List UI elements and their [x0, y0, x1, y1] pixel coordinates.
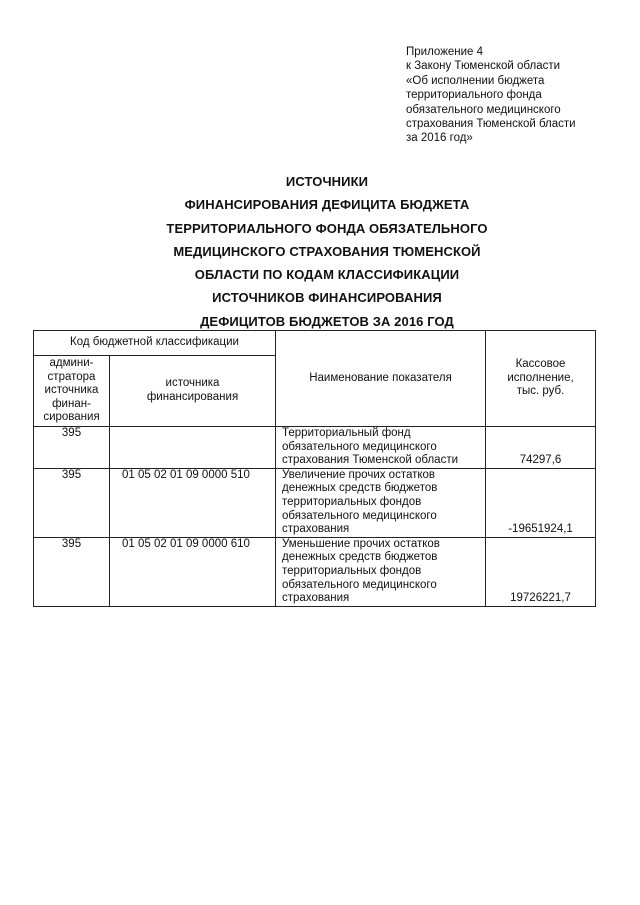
name-line: денежных средств бюджетов	[282, 551, 438, 564]
name-line: страхования Тюменской области	[282, 454, 459, 467]
header-line: финан-	[52, 397, 91, 410]
name-line: Территориальный фонд	[282, 427, 411, 439]
appendix-line: страхования Тюменской бласти	[406, 118, 576, 131]
header-financing-source	[110, 356, 276, 427]
header-cash-execution	[486, 331, 596, 427]
name-line: территориальных фондов	[282, 564, 422, 577]
header-line: источника	[165, 377, 220, 390]
appendix-line: территориального фонда	[406, 89, 542, 102]
appendix-line: за 2016 год»	[406, 132, 473, 145]
name-line: обязательного медицинского	[282, 509, 437, 522]
indicator-name-cell	[276, 468, 486, 537]
admin-code-cell: 395	[34, 427, 110, 469]
title-line: ИСТОЧНИКИ	[285, 174, 369, 189]
admin-code-cell: 395	[34, 468, 110, 537]
name-line: обязательного медицинского	[282, 578, 437, 591]
name-line: территориальных фондов	[282, 495, 422, 508]
amount-cell: 74297,6	[486, 427, 596, 469]
source-code-cell: 01 05 02 01 09 0000 610	[110, 537, 276, 606]
title-line: ИСТОЧНИКОВ ФИНАНСИРОВАНИЯ	[212, 290, 442, 306]
amount-cell: 19726221,7	[486, 537, 596, 606]
header-line: сирования	[43, 411, 100, 424]
table-row	[34, 468, 596, 537]
header-line: источника	[44, 384, 99, 397]
appendix-line: Приложение 4	[406, 46, 484, 58]
name-line: Увеличение прочих остатков	[282, 468, 436, 481]
header-line: финансирования	[146, 391, 239, 403]
table-row	[34, 537, 596, 606]
header-line: стратора	[47, 370, 96, 383]
name-line: страхования	[282, 592, 350, 605]
appendix-line: обязательного медицинского	[406, 103, 561, 116]
header-indicator-name: Наименование показателя	[276, 331, 486, 427]
header-classification-code: Код бюджетной классификации	[34, 331, 276, 356]
title-line: ОБЛАСТИ ПО КОДАМ КЛАССИФИКАЦИИ	[194, 267, 460, 283]
header-administrator	[34, 356, 110, 427]
table-row	[34, 427, 596, 469]
name-line: денежных средств бюджетов	[282, 482, 438, 495]
appendix-note	[406, 45, 621, 146]
header-line: Кассовое	[515, 358, 566, 371]
indicator-name-cell	[276, 427, 486, 469]
document-title	[0, 170, 640, 333]
name-line: страхования	[282, 523, 350, 536]
title-line: ФИНАНСИРОВАНИЯ ДЕФИЦИТА БЮДЖЕТА	[184, 197, 470, 213]
title-line: ТЕРРИТОРИАЛЬНОГО ФОНДА ОБЯЗАТЕЛЬНОГО	[166, 220, 488, 236]
sources-table	[33, 330, 596, 607]
table-header-row	[34, 331, 596, 356]
amount-cell: -19651924,1	[486, 468, 596, 537]
header-line: тыс. руб.	[516, 385, 565, 398]
source-code-cell: 01 05 02 01 09 0000 510	[110, 468, 276, 537]
header-line: исполнение,	[507, 371, 574, 384]
title-line: ДЕФИЦИТОВ БЮДЖЕТОВ ЗА 2016 ГОД	[200, 313, 454, 329]
source-code-cell	[110, 427, 276, 469]
appendix-line: «Об исполнении бюджета	[406, 74, 545, 87]
admin-code-cell: 395	[34, 537, 110, 606]
name-line: обязательного медицинского	[282, 440, 437, 453]
appendix-line: к Закону Тюменской области	[406, 60, 561, 73]
indicator-name-cell	[276, 537, 486, 606]
title-line: МЕДИЦИНСКОГО СТРАХОВАНИЯ ТЮМЕНСКОЙ	[173, 243, 481, 259]
header-line: админи-	[49, 357, 94, 370]
name-line: Уменьшение прочих остатков	[282, 537, 440, 550]
